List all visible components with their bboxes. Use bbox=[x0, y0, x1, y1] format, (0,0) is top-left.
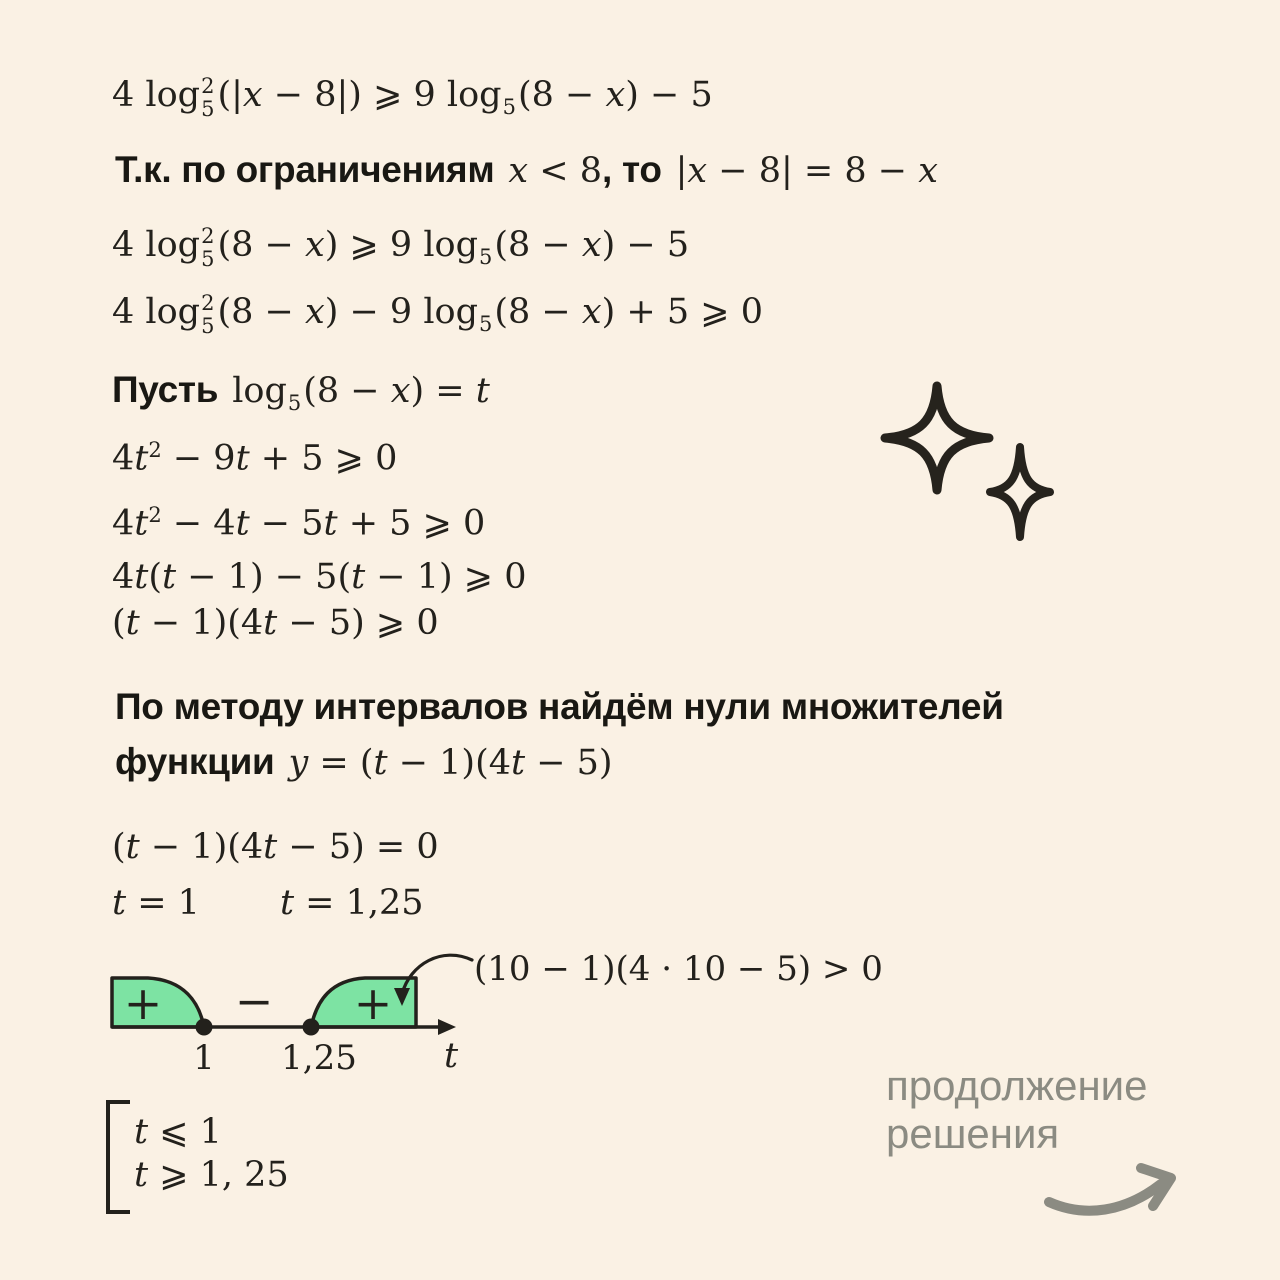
formula-text: ( bbox=[112, 603, 126, 643]
formula-text: ) = bbox=[410, 371, 476, 411]
var-t: t bbox=[134, 1112, 149, 1152]
sparkles-decoration bbox=[878, 376, 1088, 571]
var-x: x bbox=[390, 371, 411, 411]
superscript: 2 bbox=[148, 503, 162, 527]
var-x: x bbox=[605, 75, 626, 115]
substitution-definition bbox=[112, 368, 490, 425]
formula-text: | bbox=[675, 151, 688, 191]
formula-quadratic-split bbox=[112, 493, 485, 546]
formula-text: < 8 bbox=[528, 151, 603, 191]
formula-text: ) + 5 ⩾ 0 bbox=[601, 292, 763, 332]
root-point-1 bbox=[196, 1019, 213, 1036]
formula-text: − 1)(4 bbox=[387, 743, 511, 783]
tick-label-1: 1 bbox=[193, 1038, 215, 1078]
formula-text: = 1,25 bbox=[294, 883, 424, 923]
continuation-note-line1: продолжение bbox=[886, 1062, 1148, 1109]
superscript: 2 bbox=[201, 224, 215, 249]
note-text: функции bbox=[115, 741, 275, 782]
continuation-note-line2: решения bbox=[886, 1110, 1060, 1157]
var-t: t bbox=[235, 503, 250, 544]
formula-text: ) − 5 bbox=[601, 225, 690, 265]
formula-text: 4 log bbox=[112, 75, 201, 115]
var-x: x bbox=[918, 151, 938, 191]
axis-label-t: t bbox=[444, 1036, 459, 1076]
formula-text: ) − 9 log bbox=[324, 292, 478, 332]
formula-text: − 1)(4 bbox=[139, 603, 264, 643]
formula-text: ⩽ 1 bbox=[148, 1112, 222, 1152]
var-t: t bbox=[112, 883, 127, 923]
var-x: x bbox=[242, 75, 263, 115]
formula-text: 4 log bbox=[112, 225, 201, 265]
var-t: t bbox=[373, 743, 388, 783]
var-t: t bbox=[279, 883, 295, 923]
sign-plus-right: + bbox=[353, 976, 393, 1030]
superscript: 2 bbox=[201, 74, 215, 99]
formula-factored bbox=[112, 601, 439, 645]
formula-text: (8 − bbox=[303, 371, 391, 411]
log-power-base bbox=[201, 75, 214, 120]
formula-text: 4 log bbox=[112, 292, 201, 332]
formula-text: ( bbox=[112, 827, 126, 867]
formula-roots-equation bbox=[112, 825, 439, 869]
var-t: t bbox=[263, 603, 278, 643]
sparkle-icon-small bbox=[990, 447, 1050, 537]
var-t: t bbox=[134, 557, 149, 597]
formula-text: − 5) ⩾ 0 bbox=[277, 603, 439, 643]
arrow-curve bbox=[1049, 1184, 1161, 1211]
var-x: x bbox=[687, 151, 708, 191]
sign-minus-middle: − bbox=[234, 974, 274, 1028]
sign-plus-left: + bbox=[123, 976, 163, 1030]
formula-text: (8 − bbox=[517, 75, 606, 115]
var-x: x bbox=[508, 151, 529, 191]
formula-text: ⩾ 1, 25 bbox=[148, 1155, 289, 1195]
test-point-annotation bbox=[474, 947, 883, 991]
continuation-arrow bbox=[1035, 1152, 1185, 1227]
formula-text: − 9 bbox=[161, 438, 236, 479]
formula-text: − 1) ⩾ 0 bbox=[365, 557, 527, 597]
formula-text: − 1) − 5( bbox=[176, 557, 352, 597]
function-definition bbox=[115, 740, 613, 785]
var-t: t bbox=[323, 503, 338, 544]
tick-label-1-25: 1,25 bbox=[281, 1038, 357, 1078]
var-t: t bbox=[125, 827, 140, 867]
var-t: t bbox=[263, 827, 278, 867]
formula-original-inequality bbox=[112, 73, 713, 129]
formula-text: ) ⩾ 9 log bbox=[324, 225, 478, 265]
var-t: t bbox=[125, 603, 140, 643]
formula-text: ) − 5 bbox=[625, 75, 713, 115]
formula-text: (8 − bbox=[494, 292, 582, 332]
subscript: 5 bbox=[201, 97, 215, 122]
formula-rearranged-inequality bbox=[112, 290, 763, 346]
formula-text: − 5) = 0 bbox=[277, 827, 439, 867]
formula-text: = 1 bbox=[126, 883, 200, 923]
formula-text: − 8|) ⩾ 9 log bbox=[262, 75, 502, 115]
formula-text: (10 − 1)(4 · 10 − 5) > 0 bbox=[474, 949, 883, 989]
formula-text: ( bbox=[148, 557, 163, 597]
formula-text: 4 bbox=[112, 557, 135, 597]
var-t: t bbox=[511, 743, 526, 783]
superscript: 2 bbox=[148, 438, 162, 462]
note-text: По методу интервалов найдём нули множителей bbox=[115, 686, 1004, 727]
log-power-base bbox=[201, 292, 214, 337]
var-t: t bbox=[134, 438, 149, 479]
var-t: t bbox=[351, 557, 366, 597]
formula-text: − 1)(4 bbox=[139, 827, 264, 867]
axis-arrowhead-icon bbox=[438, 1019, 456, 1035]
constraint-note bbox=[115, 148, 938, 193]
var-t: t bbox=[134, 503, 149, 544]
var-t: t bbox=[134, 1155, 149, 1195]
formula-grouped bbox=[112, 555, 527, 599]
formula-text: (8 − bbox=[217, 292, 305, 332]
var-x: x bbox=[304, 225, 325, 265]
subscript: 5 bbox=[479, 244, 493, 269]
subscript: 5 bbox=[502, 94, 516, 119]
formula-quadratic bbox=[112, 428, 397, 481]
formula-text: (8 − bbox=[217, 225, 305, 265]
formula-text: = ( bbox=[308, 743, 374, 783]
subscript: 5 bbox=[287, 390, 302, 415]
subscript: 5 bbox=[201, 247, 215, 272]
note-text: Т.к. по ограничениям bbox=[115, 149, 495, 190]
var-t: t bbox=[475, 371, 490, 411]
subscript: 5 bbox=[201, 314, 215, 339]
var-x: x bbox=[581, 292, 602, 332]
note-text: , то bbox=[602, 149, 662, 190]
formula-text: − 4 bbox=[161, 503, 236, 544]
var-t: t bbox=[162, 557, 177, 597]
subscript: 5 bbox=[479, 311, 493, 336]
formula-text: − 5) bbox=[525, 743, 613, 783]
var-t: t bbox=[235, 438, 250, 479]
formula-text: + 5 ⩾ 0 bbox=[337, 503, 486, 544]
formula-text: − 5 bbox=[249, 503, 324, 544]
system-line-2 bbox=[134, 1153, 289, 1197]
interval-method-note bbox=[115, 684, 1004, 730]
formula-text: (| bbox=[217, 75, 243, 115]
formula-text: (8 − bbox=[494, 225, 582, 265]
formula-text: − 8| = 8 − bbox=[707, 151, 919, 191]
note-text: Пусть bbox=[112, 369, 219, 410]
formula-text: log bbox=[232, 371, 287, 411]
formula-text: 4 bbox=[112, 438, 135, 479]
var-x: x bbox=[304, 292, 325, 332]
superscript: 2 bbox=[201, 291, 215, 316]
formula-text: + 5 ⩾ 0 bbox=[249, 438, 398, 479]
log-power-base bbox=[201, 225, 214, 270]
formula-text: 4 bbox=[112, 503, 135, 544]
system-line-1 bbox=[134, 1110, 222, 1154]
formula-roots bbox=[112, 881, 424, 925]
or-bracket bbox=[106, 1100, 130, 1214]
var-y: y bbox=[288, 743, 309, 783]
var-x: x bbox=[581, 225, 602, 265]
formula-substituted-inequality bbox=[112, 223, 689, 279]
sparkle-icon-large bbox=[885, 386, 989, 490]
root-point-1-25 bbox=[303, 1019, 320, 1036]
